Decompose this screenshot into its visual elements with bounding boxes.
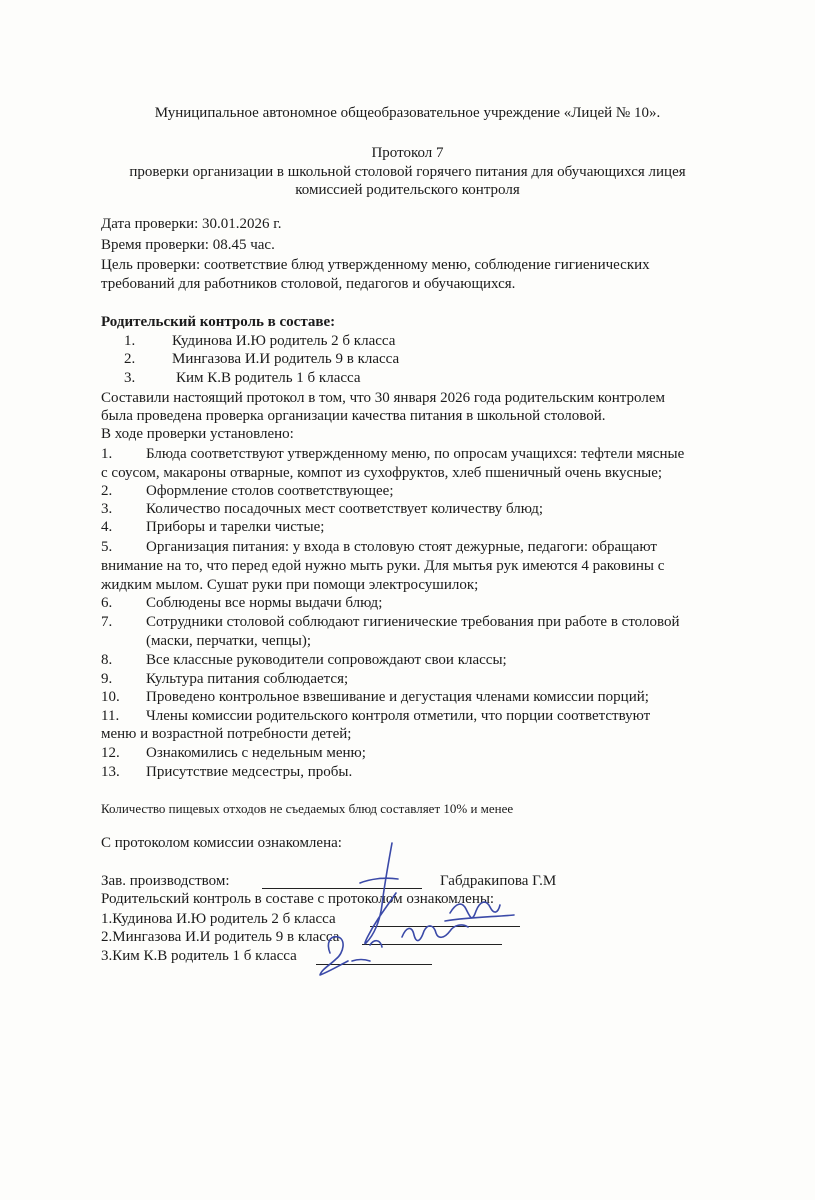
finding-text: Ознакомились с недельным меню; [146,745,366,761]
handwritten-signatures [300,835,530,995]
finding-text-cont: (маски, перчатки, чепцы); [146,633,312,649]
waste-note: Количество пищевых отходов не съедаемых блюд составляет 10% и менее [101,801,514,816]
finding-text-cont: жидким мылом. Сушат руки при помощи электросушилок; [101,577,479,593]
protocol-subtitle-line1: проверки организации в школьной столовой горячего питания для обучающихся лицея [129,164,686,180]
intro-line1: Составили настоящий протокол в том, что 30 января 2026 года родительским контролем [101,390,665,406]
acknowledged-text: С протоколом комиссии ознакомлена: [101,835,342,851]
finding-text: Члены комиссии родительского контроля отметили, что порции соответствуют [146,708,651,724]
commission-member: Ким К.В родитель 1 б класса [176,370,361,386]
intro-line2: была проведена проверка организации качества питания в школьной столовой. [101,408,606,424]
finding-num: 3. [101,501,113,517]
finding-num: 5. [101,539,113,555]
inspection-time: Время проверки: 08.45 час. [101,237,275,253]
protocol-subtitle-line2: комиссией родительского контроля [295,182,520,198]
finding-num: 2. [101,483,113,499]
parent-signer: 3.Ким К.В родитель 1 б класса [101,948,297,964]
inspection-goal-line2: требований для работников столовой, педагогов и обучающихся. [101,276,516,292]
intro-line3: В ходе проверки установлено: [101,426,294,442]
finding-num: 10. [101,689,120,705]
finding-text: Присутствие медсестры, пробы. [146,764,353,780]
finding-text-cont: меню и возрастной потребности детей; [101,726,352,742]
finding-text: Культура питания соблюдается; [146,671,349,687]
finding-num: 6. [101,595,113,611]
manager-name: Габдракипова Г.М [440,873,557,889]
finding-num: 9. [101,671,113,687]
finding-num: 4. [101,519,113,535]
finding-num: 12. [101,745,120,761]
finding-num: 13. [101,764,120,780]
finding-num: 7. [101,614,113,630]
protocol-title: Протокол 7 [371,145,444,161]
finding-text: Все классные руководители сопровождают свои классы; [146,652,507,668]
commission-member: Мингазова И.И родитель 9 в класса [172,351,400,367]
finding-text: Приборы и тарелки чистые; [146,519,325,535]
parent-signer: 1.Кудинова И.Ю родитель 2 б класса [101,911,336,927]
parent-signer: 2.Мингазова И.И родитель 9 в класса [101,929,340,945]
finding-text: Сотрудники столовой соблюдают гигиенические требования при работе в столовой [146,614,680,630]
finding-text: Проведено контрольное взвешивание и дегустация членами комиссии порций; [146,689,649,705]
finding-text: Соблюдены все нормы выдачи блюд; [146,595,383,611]
parents-heading: Родительский контроль в составе с протоколом ознакомлены: [101,891,495,907]
finding-num: 8. [101,652,113,668]
inspection-goal-line1: Цель проверки: соответствие блюд утвержденному меню, соблюдение гигиенических [101,257,650,273]
finding-text-cont: внимание на то, что перед едой нужно мыть руки. Для мытья рук имеются 4 раковины с [101,558,665,574]
commission-member-num: 1. [124,333,136,349]
commission-member-num: 2. [124,351,136,367]
finding-num: 11. [101,708,120,724]
inspection-date: Дата проверки: 30.01.2026 г. [101,216,282,232]
finding-text: Блюда соответствуют утвержденному меню, по опросам учащихся: тефтели мясные [146,446,685,462]
manager-label: Зав. производством: [101,873,230,889]
finding-num: 1. [101,446,113,462]
finding-text: Оформление столов соответствующее; [146,483,394,499]
finding-text: Количество посадочных мест соответствует количеству блюд; [146,501,544,517]
finding-text: Организация питания: у входа в столовую стоят дежурные, педагоги: обращают [146,539,657,555]
finding-text-cont: с соусом, макароны отварные, компот из сухофруктов, хлеб пшеничный очень вкусные; [101,465,663,481]
commission-member-num: 3. [124,370,136,386]
institution-name: Муниципальное автономное общеобразовательное учреждение «Лицей № 10». [154,105,661,121]
commission-heading: Родительский контроль в составе: [101,314,336,330]
commission-member: Кудинова И.Ю родитель 2 б класса [172,333,396,349]
